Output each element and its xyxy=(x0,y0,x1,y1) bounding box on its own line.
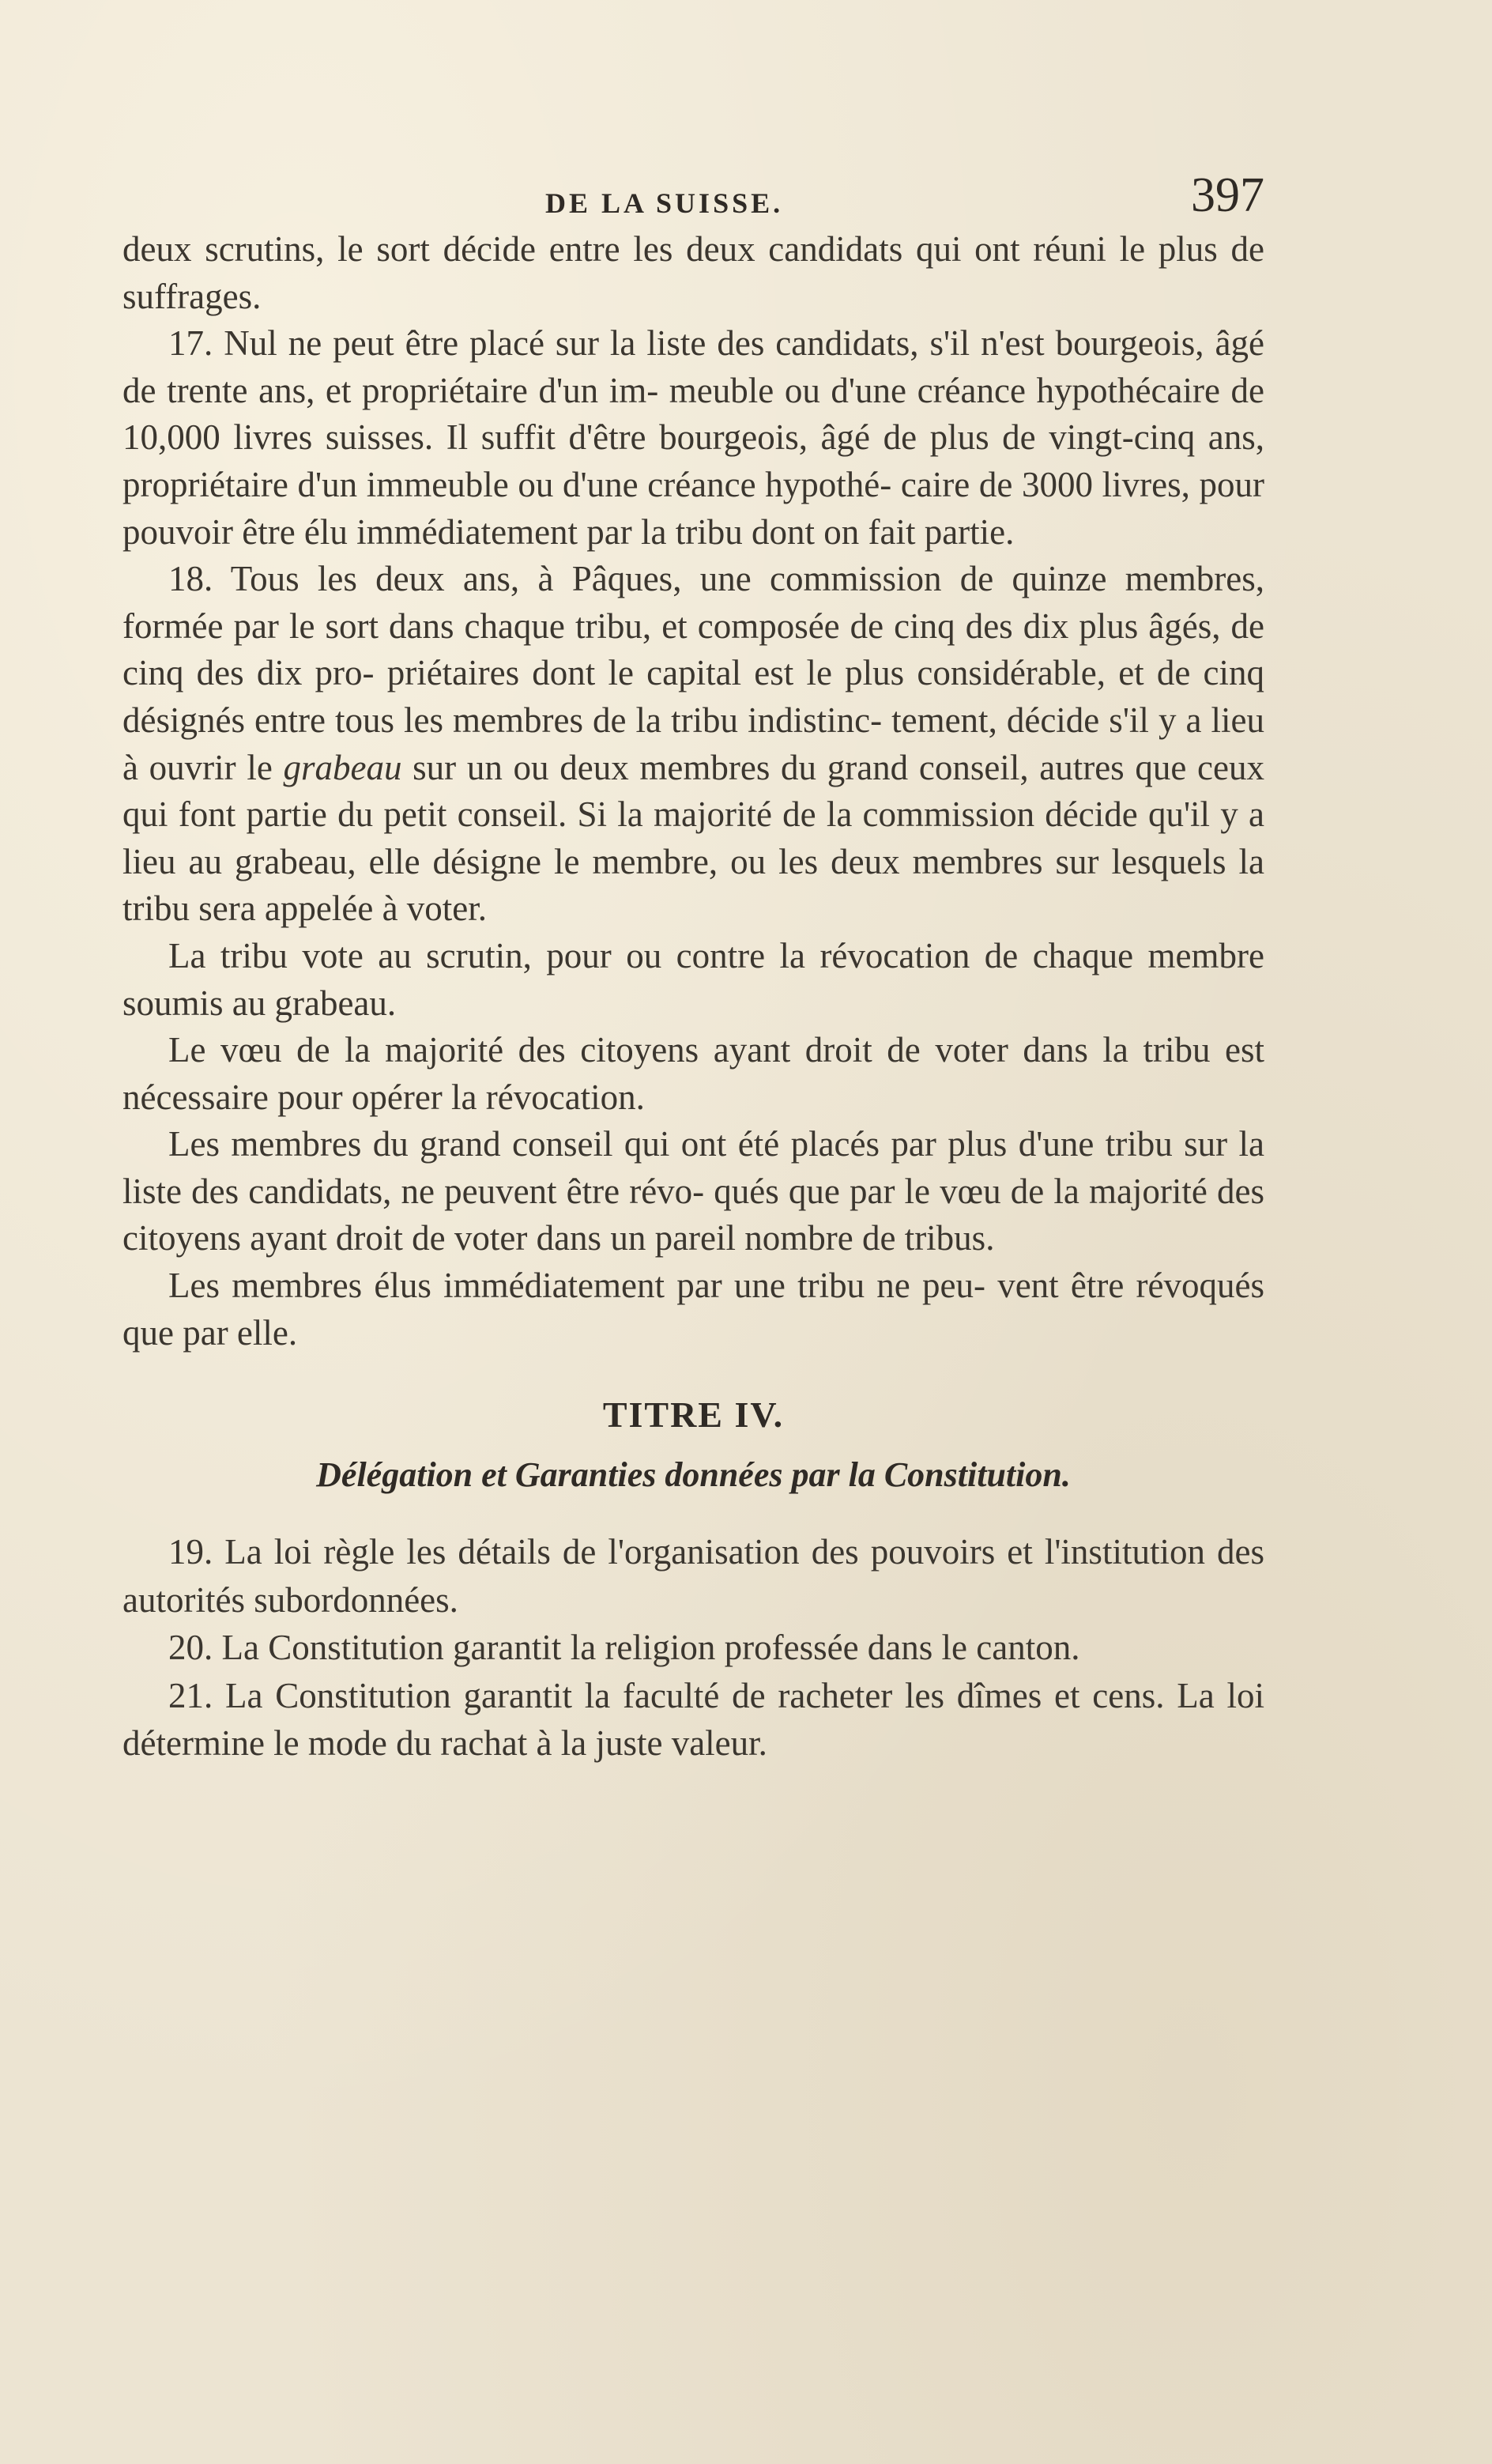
articles-block xyxy=(122,1528,1264,1768)
article-19: 19. La loi règle les détails de l'organisation des pouvoirs et l'institution des autorités subordonnées. xyxy=(122,1532,1264,1620)
article-18-text-end: sur un ou deux membres du grand conseil, autres que ceux qui font partie du petit conseil. Si la majorité de la commission décide qu'il y a lieu au grabeau, elle désigne le membre, ou les deux membres sur lesquels la tribu sera appelée à voter. xyxy=(122,747,1264,929)
article-20: 20. La Constitution garantit la religion professée dans le canton. xyxy=(168,1628,1080,1668)
article-18-text: 18. Tous les deux ans, à Pâques, une commission de quinze membres, formée par le sort dans chaque tribu, et composée de cinq des dix plus âgés, de cinq des dix pro- priétaires dont le capital est le plus considérable, et de cinq désignés entre tous les membres de la tribu indistinc- tement, décide s'il y a lieu à ouvrir le xyxy=(122,559,1264,787)
article-21: 21. La Constitution garantit la faculté de racheter les dîmes et cens. La loi détermine le mode du rachat à la juste valeur. xyxy=(122,1675,1264,1764)
body-text xyxy=(122,226,1264,1768)
italic-term: grabeau xyxy=(283,747,402,787)
page-header xyxy=(119,168,1264,231)
section-subtitle: Délégation et Garanties données par la Constitution. xyxy=(316,1455,1071,1494)
running-head: DE LA SUISSE. xyxy=(545,187,784,219)
article-18 xyxy=(122,556,1264,933)
paragraph-continuation: deux scrutins, le sort décide entre les deux candidats qui ont réuni le plus de suffrages. xyxy=(122,229,1264,316)
paragraph-members: Les membres du grand conseil qui ont été placés par plus d'une tribu sur la liste des candidats, ne peuvent être révo- qués que par le vœu de la majorité des citoyens ayant droit de voter dans un pareil nombre de tribus. xyxy=(122,1124,1264,1258)
section-title: TITRE IV. xyxy=(602,1394,785,1436)
article-17: 17. Nul ne peut être placé sur la liste des candidats, s'il n'est bourgeois, âgé de trente ans, et propriétaire d'un im- meuble ou d'une créance hypothécaire de 10,000 livres suisses. Il suffit d'être bourgeois, âgé de plus de vingt-cinq ans, propriétaire d'un immeuble ou d'une créance hypothé- caire de 3000 livres, pour pouvoir être élu immédiatement par la tribu dont on fait partie. xyxy=(122,323,1264,552)
page-number: 397 xyxy=(1191,168,1264,222)
paragraph-elected: Les membres élus immédiatement par une tribu ne peu- vent être révoqués que par elle. xyxy=(122,1266,1264,1353)
paragraph-vote: La tribu vote au scrutin, pour ou contre la révocation de chaque membre soumis au grabeau. xyxy=(122,935,1264,1023)
paragraph-majority: Le vœu de la majorité des citoyens ayant droit de voter dans la tribu est nécessaire pour opérer la révocation. xyxy=(122,1030,1264,1117)
